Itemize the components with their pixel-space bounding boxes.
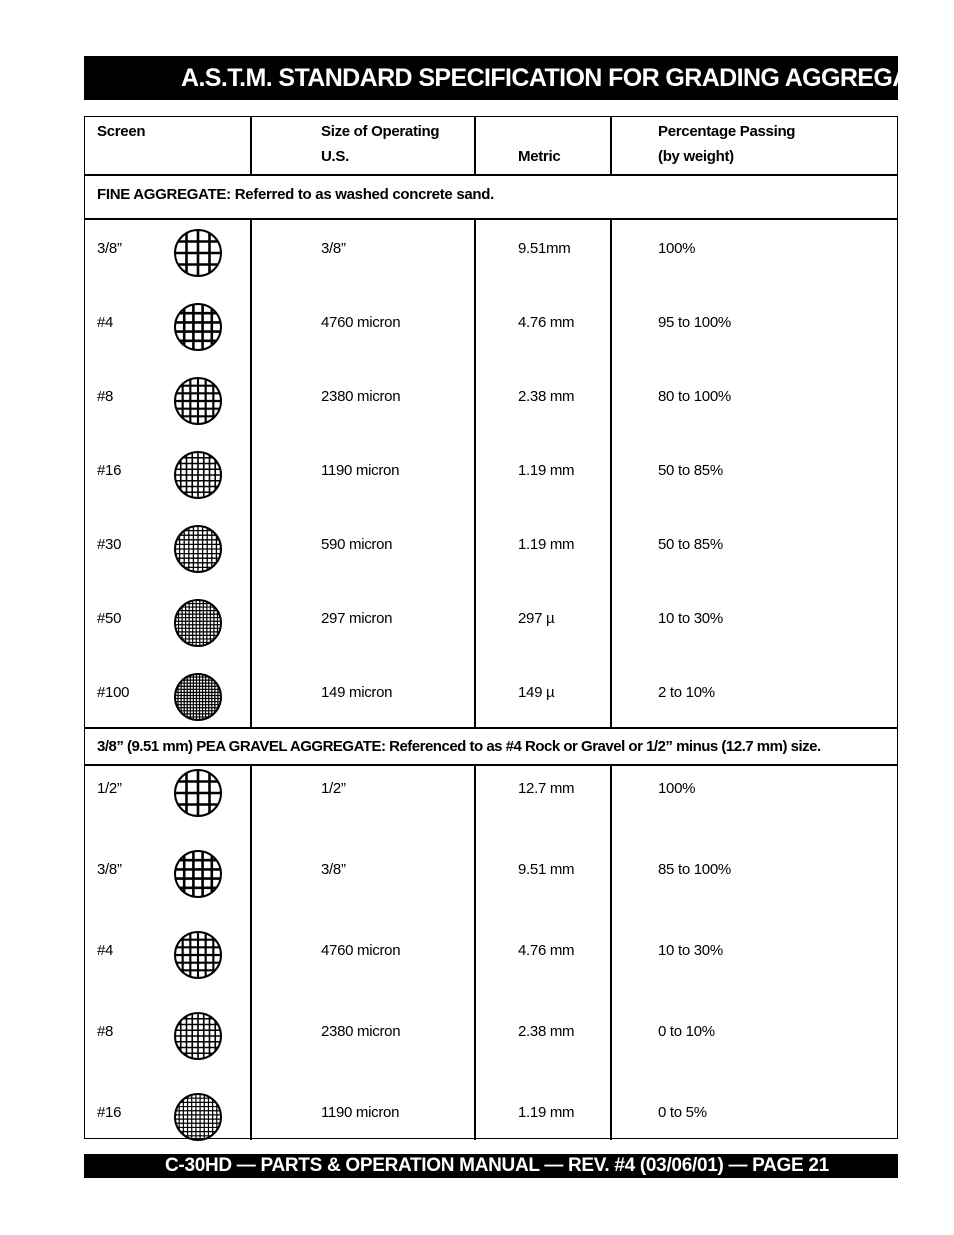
header-divider xyxy=(85,174,897,176)
row-metric-size: 12.7 mm xyxy=(518,780,575,797)
row-us-size: 3/8” xyxy=(321,240,346,257)
header-size-us: U.S. xyxy=(321,148,349,165)
sieve-mesh-icon xyxy=(173,1011,223,1061)
row-screen: #4 xyxy=(97,942,114,959)
header-metric: Metric xyxy=(518,148,561,165)
row-percent-passing: 0 to 5% xyxy=(658,1104,707,1121)
row-metric-size: 4.76 mm xyxy=(518,942,575,959)
sieve-mesh-icon xyxy=(173,930,223,980)
grading-table xyxy=(84,116,898,1139)
row-us-size: 2380 micron xyxy=(321,1023,401,1040)
sieve-mesh-icon xyxy=(173,524,223,574)
row-screen: #16 xyxy=(97,462,122,479)
row-us-size: 297 micron xyxy=(321,610,393,627)
row-screen: #8 xyxy=(97,1023,114,1040)
sieve-mesh-icon xyxy=(173,849,223,899)
row-metric-size: 297 µ xyxy=(518,610,555,627)
row-metric-size: 1.19 mm xyxy=(518,1104,575,1121)
sieve-mesh-icon xyxy=(173,768,223,818)
row-screen: #100 xyxy=(97,684,130,701)
page-title: A.S.T.M. STANDARD SPECIFICATION FOR GRADING AGGREGATE xyxy=(84,56,898,100)
row-us-size: 4760 micron xyxy=(321,942,401,959)
row-screen: #4 xyxy=(97,314,114,331)
row-metric-size: 9.51mm xyxy=(518,240,571,257)
sieve-mesh-icon xyxy=(173,376,223,426)
row-percent-passing: 10 to 30% xyxy=(658,610,723,627)
row-us-size: 4760 micron xyxy=(321,314,401,331)
sieve-mesh-icon xyxy=(173,672,223,722)
row-screen: 3/8” xyxy=(97,240,122,257)
sieve-mesh-icon xyxy=(173,228,223,278)
row-percent-passing: 100% xyxy=(658,780,696,797)
row-screen: #30 xyxy=(97,536,122,553)
sieve-mesh-icon xyxy=(173,302,223,352)
fine-section-divider xyxy=(85,218,897,220)
col-divider xyxy=(610,117,612,174)
gravel-aggregate-label: 3/8” (9.51 mm) PEA GRAVEL AGGREGATE: Referenced to as #4 Rock or Gravel or 1/2” minus (12.7 mm) size. xyxy=(97,738,821,755)
header-passing-weight: (by weight) xyxy=(658,148,734,165)
col-divider xyxy=(474,117,476,174)
row-metric-size: 1.19 mm xyxy=(518,462,575,479)
row-metric-size: 4.76 mm xyxy=(518,314,575,331)
row-percent-passing: 95 to 100% xyxy=(658,314,731,331)
row-percent-passing: 100% xyxy=(658,240,696,257)
row-percent-passing: 80 to 100% xyxy=(658,388,731,405)
sieve-mesh-icon xyxy=(173,598,223,648)
row-screen: 3/8” xyxy=(97,861,122,878)
sieve-mesh-icon xyxy=(173,450,223,500)
row-metric-size: 2.38 mm xyxy=(518,1023,575,1040)
row-percent-passing: 2 to 10% xyxy=(658,684,715,701)
row-percent-passing: 50 to 85% xyxy=(658,536,723,553)
gravel-section-top-divider xyxy=(85,727,897,729)
row-percent-passing: 50 to 85% xyxy=(658,462,723,479)
row-metric-size: 149 µ xyxy=(518,684,555,701)
row-metric-size: 1.19 mm xyxy=(518,536,575,553)
page-footer: C-30HD — PARTS & OPERATION MANUAL — REV. #4 (03/06/01) — PAGE 21 xyxy=(84,1154,898,1178)
col-divider xyxy=(250,218,252,727)
row-us-size: 590 micron xyxy=(321,536,393,553)
col-divider xyxy=(610,218,612,727)
row-screen: #50 xyxy=(97,610,122,627)
row-percent-passing: 85 to 100% xyxy=(658,861,731,878)
fine-aggregate-label: FINE AGGREGATE: Referred to as washed concrete sand. xyxy=(97,186,494,203)
row-us-size: 2380 micron xyxy=(321,388,401,405)
col-divider xyxy=(474,764,476,1140)
col-divider xyxy=(250,764,252,1140)
row-screen: #8 xyxy=(97,388,114,405)
row-us-size: 1190 micron xyxy=(321,1104,400,1121)
row-metric-size: 9.51 mm xyxy=(518,861,575,878)
row-us-size: 3/8” xyxy=(321,861,346,878)
row-percent-passing: 0 to 10% xyxy=(658,1023,715,1040)
row-percent-passing: 10 to 30% xyxy=(658,942,723,959)
header-passing: Percentage Passing xyxy=(658,123,796,140)
row-us-size: 149 micron xyxy=(321,684,393,701)
header-size: Size of Operating xyxy=(321,123,440,140)
col-divider xyxy=(474,218,476,727)
row-us-size: 1190 micron xyxy=(321,462,400,479)
sieve-mesh-icon xyxy=(173,1092,223,1142)
row-us-size: 1/2” xyxy=(321,780,346,797)
gravel-section-divider xyxy=(85,764,897,766)
header-screen: Screen xyxy=(97,123,146,140)
col-divider xyxy=(250,117,252,174)
row-screen: 1/2” xyxy=(97,780,122,797)
row-metric-size: 2.38 mm xyxy=(518,388,575,405)
col-divider xyxy=(610,764,612,1140)
row-screen: #16 xyxy=(97,1104,122,1121)
